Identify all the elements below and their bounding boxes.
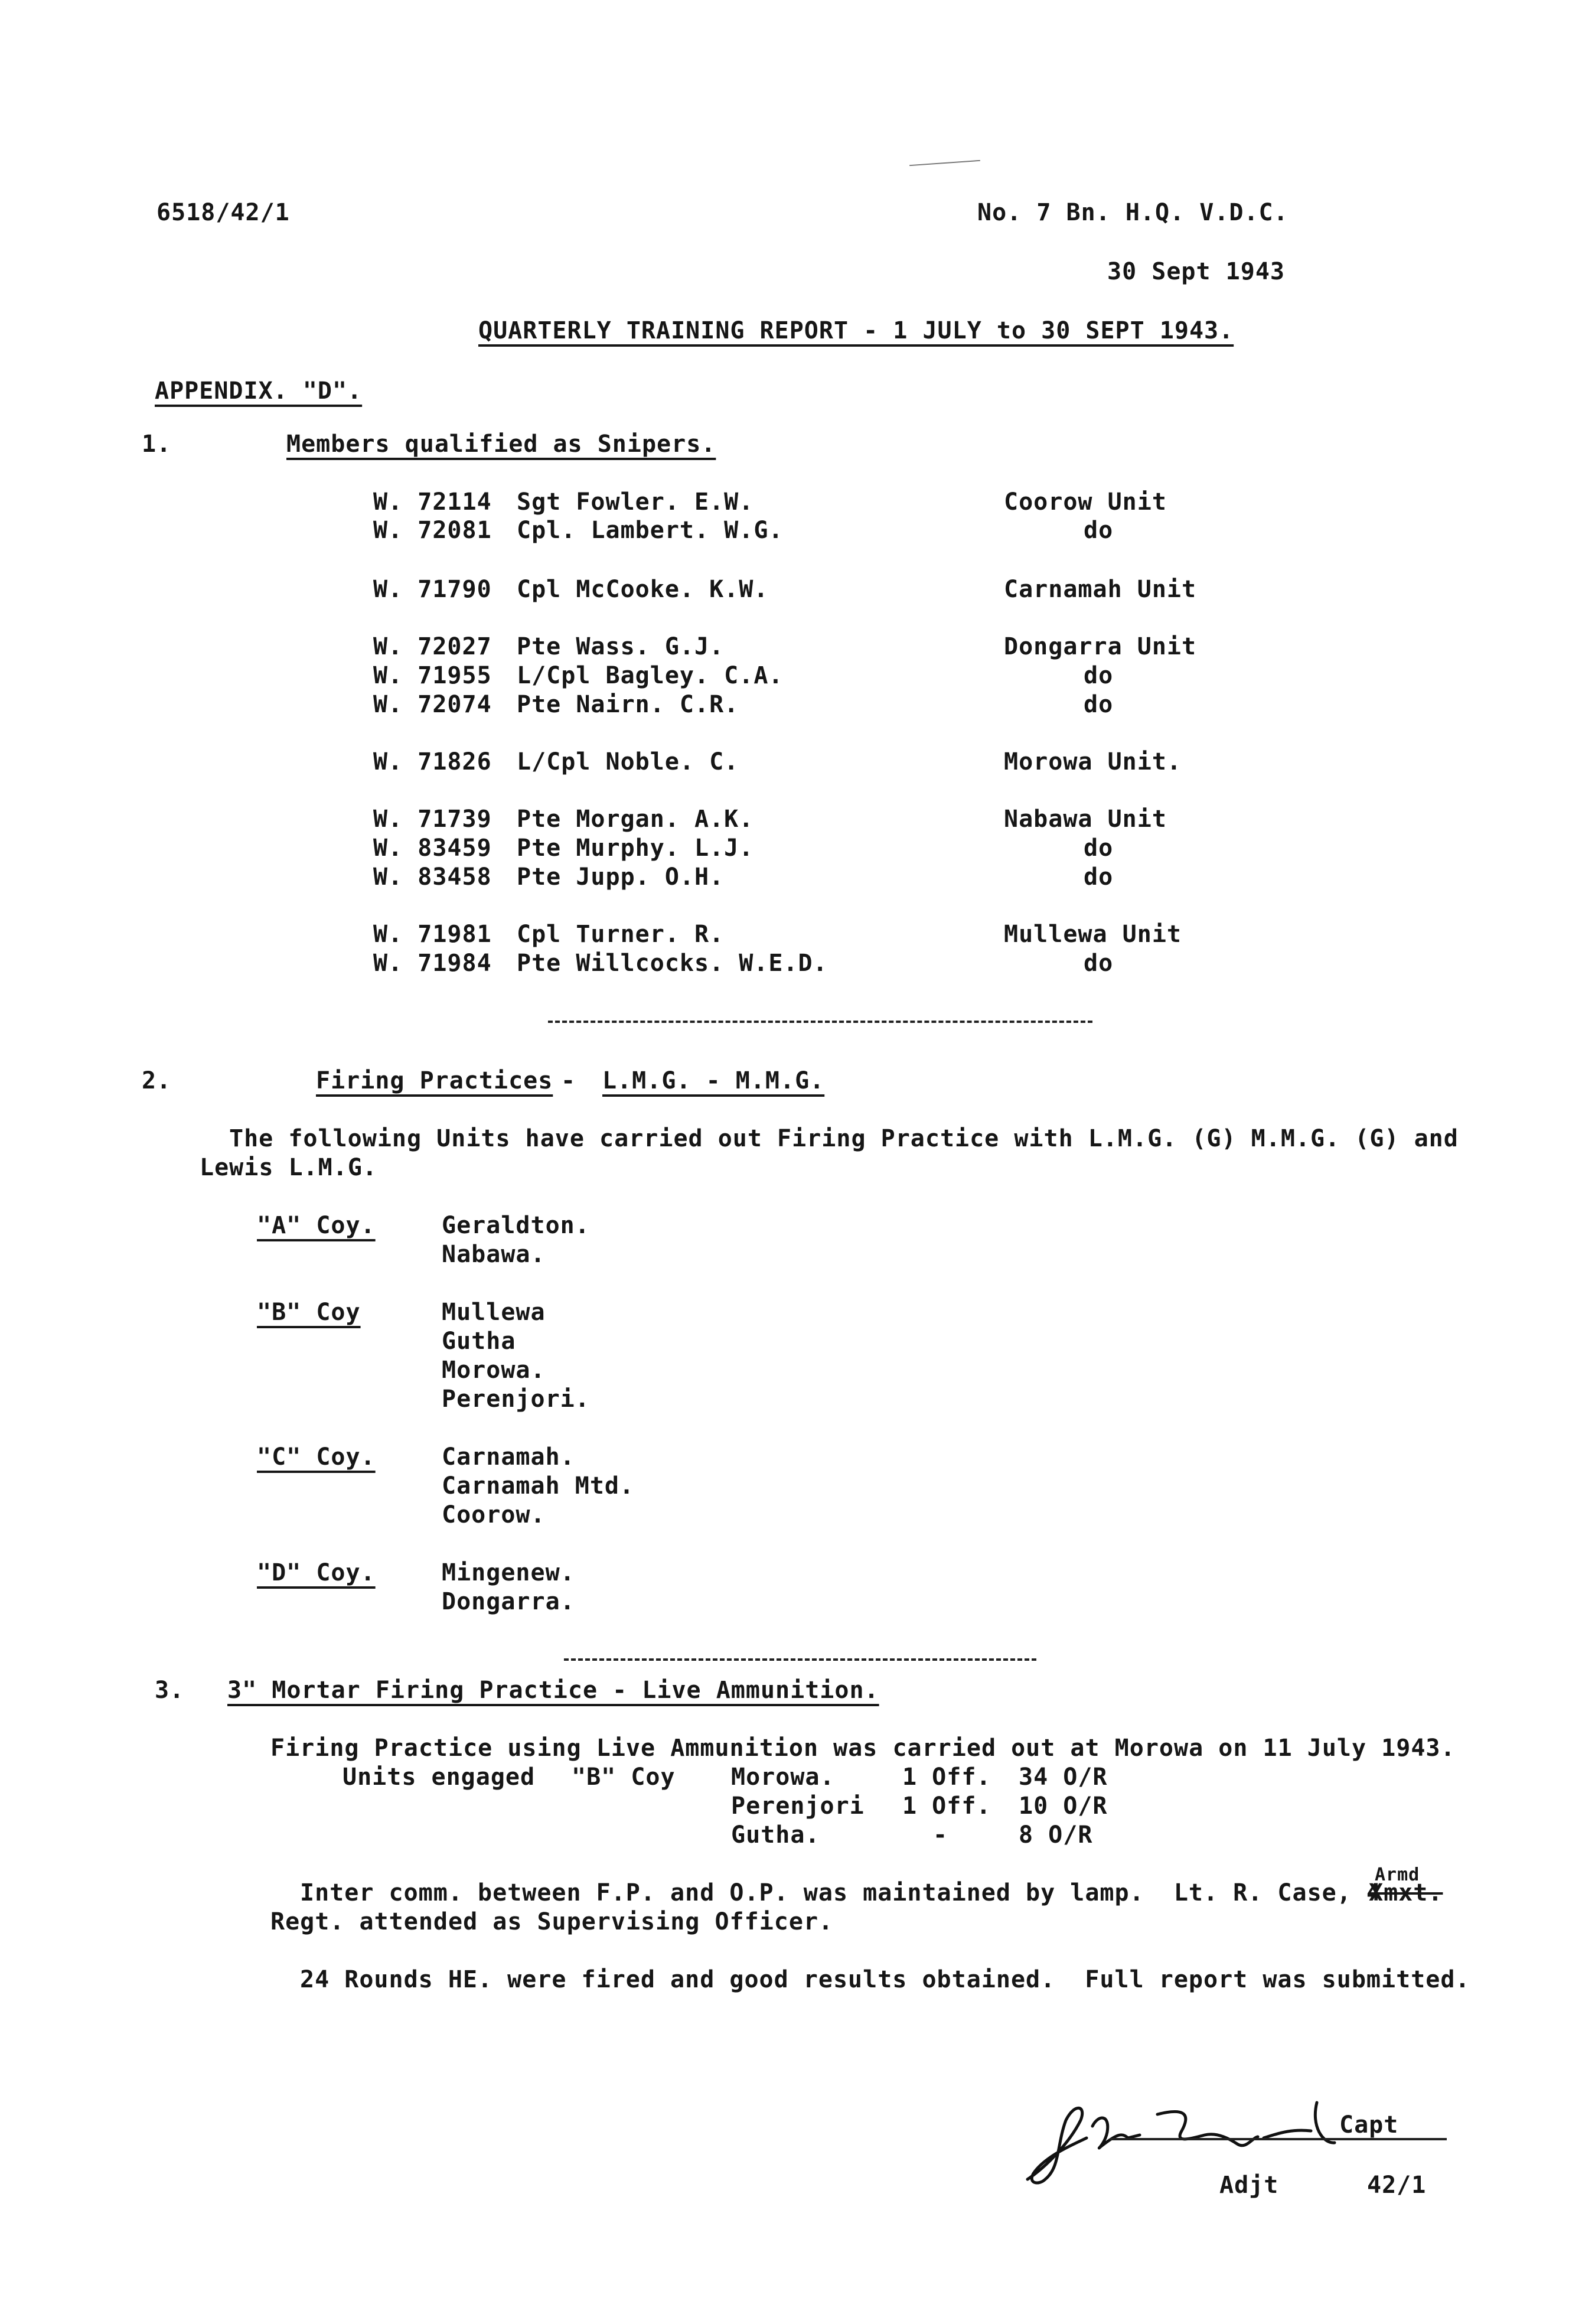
sniper-name: Pte Willcocks. W.E.D.: [517, 950, 828, 977]
sniper-name: Pte Wass. G.J.: [517, 633, 725, 660]
handwritten-insert: Armd: [1375, 1865, 1420, 1885]
signature-role: Adjt: [1219, 2172, 1279, 2199]
sniper-number: W. 71790: [373, 576, 492, 603]
company-unit: Gutha: [442, 1328, 516, 1355]
sniper-number: W. 71981: [373, 921, 492, 948]
company-unit: Nabawa.: [442, 1241, 546, 1268]
sniper-number: W. 83458: [373, 863, 492, 891]
sniper-unit: Nabawa Unit: [1004, 806, 1167, 833]
company-unit: Mingenew.: [442, 1559, 575, 1586]
section-1-number: 1.: [142, 431, 172, 458]
sniper-number: W. 71984: [373, 950, 492, 977]
sniper-number: W. 72074: [373, 691, 492, 718]
sniper-unit: Morowa Unit.: [1004, 748, 1182, 775]
section-divider: [548, 1021, 1092, 1023]
section-2-heading: Firing Practices: [316, 1067, 553, 1094]
sniper-name: Pte Murphy. L.J.: [517, 835, 754, 862]
engaged-officers: 1 Off.: [902, 1792, 991, 1820]
sniper-name: Cpl Turner. R.: [517, 921, 725, 948]
engaged-officers: 1 Off.: [902, 1764, 991, 1791]
unit-heading: No. 7 Bn. H.Q. V.D.C.: [977, 199, 1289, 226]
engaged-company: "B" Coy: [572, 1764, 676, 1791]
signature-reference: 42/1: [1367, 2172, 1427, 2199]
engaged-place: Perenjori: [731, 1792, 865, 1820]
sniper-number: W. 71955: [373, 662, 492, 689]
comm-line-cont: Regt. attended as Supervising Officer.: [270, 1908, 834, 1935]
company-name: "A" Coy.: [257, 1212, 376, 1239]
sniper-number: W. 83459: [373, 835, 492, 862]
company-unit: Dongarra.: [442, 1588, 575, 1615]
sniper-name: L/Cpl Bagley. C.A.: [517, 662, 784, 689]
section-divider: [564, 1658, 1036, 1661]
company-name: "B" Coy: [257, 1299, 361, 1326]
sniper-number: W. 71739: [373, 806, 492, 833]
section-2-number: 2.: [142, 1067, 172, 1094]
sniper-unit: Mullewa Unit: [1004, 921, 1182, 948]
sniper-unit: do: [1084, 950, 1114, 977]
section-2-heading-weapons: L.M.G. - M.M.G.: [602, 1067, 825, 1094]
sniper-number: W. 72081: [373, 517, 492, 544]
signature-line: [1110, 2138, 1447, 2140]
mortar-practice-line: Firing Practice using Live Ammunition was carried out at Morowa on 11 July 1943.: [270, 1735, 1456, 1762]
engaged-officers: -: [933, 1821, 948, 1849]
sniper-name: Cpl. Lambert. W.G.: [517, 517, 784, 544]
document-date: 30 Sept 1943: [1107, 258, 1285, 285]
sniper-unit: do: [1084, 863, 1114, 891]
sniper-number: W. 71826: [373, 748, 492, 775]
appendix-label: APPENDIX. "D".: [155, 377, 363, 405]
stray-pen-mark: [909, 160, 980, 166]
company-name: "D" Coy.: [257, 1559, 376, 1586]
section-3-number: 3.: [155, 1677, 185, 1704]
company-unit: Carnamah.: [442, 1443, 575, 1471]
section-2-heading-dash: -: [561, 1067, 576, 1094]
company-unit: Mullewa: [442, 1299, 546, 1326]
company-unit: Perenjori.: [442, 1386, 590, 1413]
section-2-intro: The following Units have carried out Firing Practice with L.M.G. (G) M.M.G. (G) and: [229, 1125, 1459, 1152]
company-unit: Morowa.: [442, 1357, 546, 1384]
sniper-name: L/Cpl Noble. C.: [517, 748, 739, 775]
section-3-heading: 3" Mortar Firing Practice - Live Ammunition.: [227, 1677, 879, 1704]
sniper-name: Cpl McCooke. K.W.: [517, 576, 769, 603]
sniper-unit: Coorow Unit: [1004, 488, 1167, 516]
company-name: "C" Coy.: [257, 1443, 376, 1471]
units-engaged-label: Units engaged: [342, 1764, 536, 1791]
engaged-place: Gutha.: [731, 1821, 820, 1849]
file-reference: 6518/42/1: [156, 199, 290, 226]
section-2-intro-cont: Lewis L.M.G.: [200, 1154, 377, 1181]
sniper-name: Sgt Fowler. E.W.: [517, 488, 754, 516]
engaged-other-ranks: 8 O/R: [1019, 1821, 1093, 1849]
sniper-unit: Carnamah Unit: [1004, 576, 1197, 603]
sniper-name: Pte Morgan. A.K.: [517, 806, 754, 833]
result-line: 24 Rounds HE. were fired and good results obtained. Full report was submitted.: [300, 1966, 1470, 1993]
sniper-unit: do: [1084, 835, 1114, 862]
section-1-heading: Members qualified as Snipers.: [286, 431, 716, 458]
company-unit: Carnamah Mtd.: [442, 1472, 635, 1500]
company-unit: Geraldton.: [442, 1212, 590, 1239]
engaged-other-ranks: 10 O/R: [1019, 1792, 1108, 1820]
engaged-place: Morowa.: [731, 1764, 835, 1791]
sniper-name: Pte Nairn. C.R.: [517, 691, 739, 718]
sniper-number: W. 72114: [373, 488, 492, 516]
sniper-name: Pte Jupp. O.H.: [517, 863, 725, 891]
company-unit: Coorow.: [442, 1501, 546, 1528]
sniper-unit: do: [1084, 662, 1114, 689]
sniper-number: W. 72027: [373, 633, 492, 660]
engaged-other-ranks: 34 O/R: [1019, 1764, 1108, 1791]
struck-word: Xmxt.: [1369, 1879, 1443, 1906]
signature-rank: Capt: [1339, 2111, 1399, 2139]
report-title: QUARTERLY TRAINING REPORT - 1 JULY to 30 SEPT 1943.: [478, 317, 1234, 344]
sniper-unit: do: [1084, 517, 1114, 544]
sniper-unit: do: [1084, 691, 1114, 718]
sniper-unit: Dongarra Unit: [1004, 633, 1197, 660]
comm-line: Inter comm. between F.P. and O.P. was maintained by lamp. Lt. R. Case, 4: [300, 1879, 1381, 1906]
